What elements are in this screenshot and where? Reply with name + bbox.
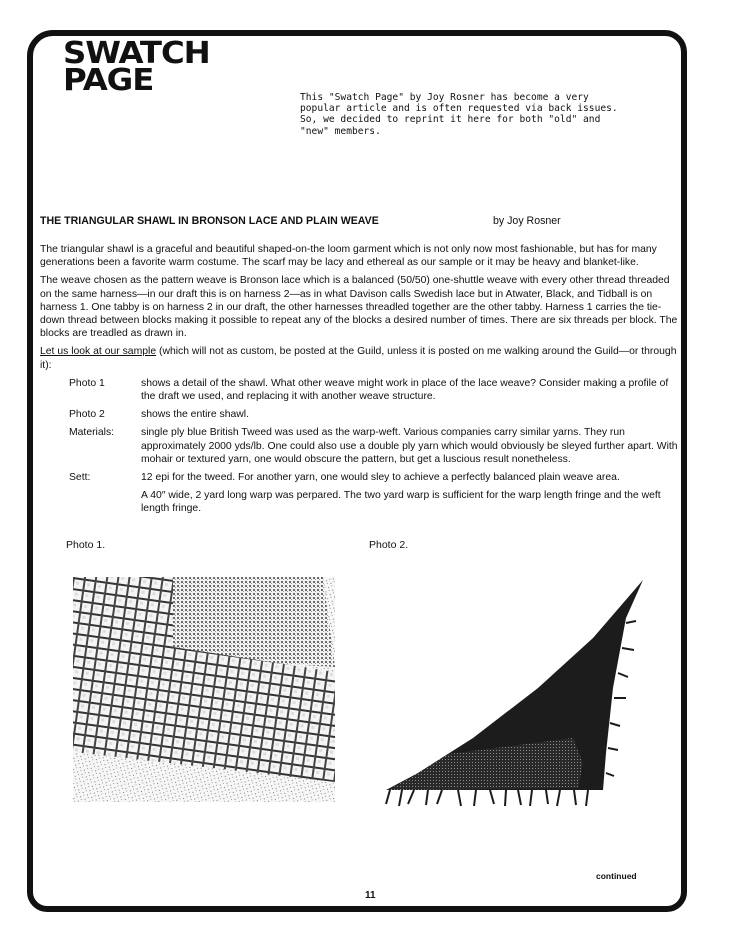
page-number: 11 xyxy=(365,890,376,901)
photo2-caption: Photo 2. xyxy=(369,539,409,551)
item-label: Sett: xyxy=(69,472,91,484)
item-label: Materials: xyxy=(69,427,115,439)
list-item-photo2 xyxy=(40,408,680,421)
editor-intro-note: This "Swatch Page" by Joy Rosner has become a very popular article and is often requested via back issues. So, we decided to reprint it here for both "old" and "new" members. xyxy=(300,92,618,137)
paragraph-intro: The triangular shawl is a graceful and beautiful shaped-on-the loom garment which is not only now most fashionable, but has for many generations been a favorite warm costume. The scarf may be lacy and ethereal as our sample or it may be heavy and blanket-like. xyxy=(40,244,657,269)
article-title: THE TRIANGULAR SHAWL IN BRONSON LACE AND PLAIN WEAVE xyxy=(40,215,379,227)
swatch-page-masthead xyxy=(63,36,210,98)
list-item-warp xyxy=(40,489,680,515)
photo1-lace-detail-image xyxy=(73,577,335,802)
paragraph-weave: The weave chosen as the pattern weave is Bronson lace which is a balanced (50/50) one-shuttle weave with every other thread threaded on the same harness—in our draft this is on harness 2—as in what Davison calls Swedish lace but in Atwater, Black, and Tidball is on harness 1. One tabby is on harness 2 in our draft, the other harnesses threadled together are the other tabby. Harness 1 carries the tie-down thread between blocks making it possible to repeat any of the blocks a desired number of times. There are six threads per block. The blocks are treadled as drawn in. xyxy=(40,275,678,340)
list-item-photo1 xyxy=(40,377,680,403)
item-text: single ply blue British Tweed was used as the warp-weft. Various companies carry similar yarns. They run approximately 2000 yds/lb. One could also use a double ply yarn which would obviously be sleyed further apart. With mohair or textured yarn, one would obscure the pattern, but get a luscious result nonetheless. xyxy=(141,427,678,465)
item-text: A 40″ wide, 2 yard long warp was perpared. The two yard warp is sufficient for the warp length fringe and the weft length fringe. xyxy=(141,490,661,515)
continued-note: continued xyxy=(596,871,637,881)
item-text: shows a detail of the shawl. What other weave might work in place of the lace weave? Consider making a profile of the draft we used, and replacing it with another weave structure. xyxy=(141,377,669,403)
item-text: 12 epi for the tweed. For another yarn, one would sley to achieve a perfectly balanced plain weave area. xyxy=(141,472,620,484)
item-label: Photo 2 xyxy=(69,409,105,421)
masthead-line-1: SWATCH xyxy=(63,36,210,71)
item-label: Photo 1 xyxy=(69,377,105,389)
masthead-line-2: PAGE xyxy=(63,63,154,98)
article-body xyxy=(40,243,680,521)
item-text: shows the entire shawl. xyxy=(141,409,250,421)
sample-intro-text: (which will not as custom, be posted at the Guild, unless it is posted on me walking around the Guild—or through it): xyxy=(40,346,677,371)
article-byline: by Joy Rosner xyxy=(493,215,561,227)
list-item-sett xyxy=(40,471,680,484)
photo2-triangular-shawl-image xyxy=(378,578,650,810)
sample-heading-underlined: Let us look at our sample xyxy=(40,346,157,358)
list-item-materials xyxy=(40,426,680,466)
paragraph-sample xyxy=(40,345,680,371)
photo1-caption: Photo 1. xyxy=(66,539,106,551)
item-label xyxy=(40,489,141,515)
